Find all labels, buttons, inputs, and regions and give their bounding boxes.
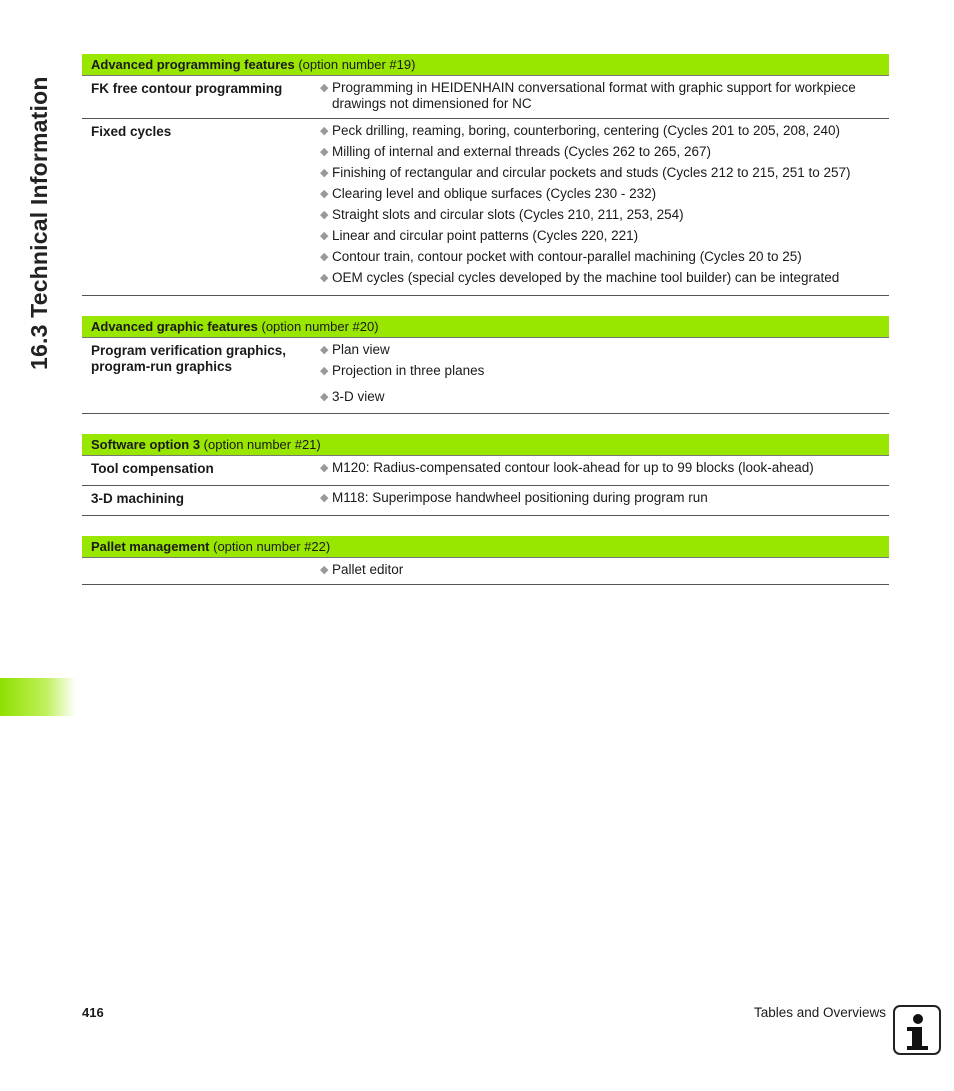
list-item <box>320 144 889 160</box>
section-advanced-graphics <box>82 316 889 414</box>
list-item <box>320 80 889 112</box>
diamond-bullet-icon: ◆ <box>320 125 329 137</box>
section-title: Advanced graphic features <box>91 319 258 334</box>
list-item <box>320 186 889 202</box>
section-title: Software option 3 <box>91 437 201 452</box>
list-item <box>320 249 889 265</box>
list-item-text: Clearing level and oblique surfaces (Cycles 230 - 232) <box>332 186 657 201</box>
list-item <box>320 490 889 506</box>
diamond-bullet-icon: ◆ <box>320 365 329 377</box>
section-option-number: (option number #19) <box>294 57 416 72</box>
options-table <box>82 54 889 605</box>
diamond-bullet-icon: ◆ <box>320 251 329 263</box>
diamond-bullet-icon: ◆ <box>320 344 329 356</box>
row-label <box>82 558 313 584</box>
row-items <box>313 76 889 118</box>
list-item-text: Plan view <box>332 342 390 357</box>
diamond-bullet-icon: ◆ <box>320 272 329 284</box>
section-title: Advanced programming features <box>91 57 295 72</box>
list-item-text: Linear and circular point patterns (Cycles 220, 221) <box>332 228 639 243</box>
list-item <box>320 165 889 181</box>
section-header <box>82 316 889 338</box>
chapter-side-title-text: 16.3 Technical Information <box>26 76 52 370</box>
list-item-text: Contour train, contour pocket with contour-parallel machining (Cycles 20 to 25) <box>332 249 802 264</box>
row-items <box>313 558 889 584</box>
table-row <box>82 338 889 414</box>
table-row <box>82 456 889 486</box>
list-item-text: M118: Superimpose handwheel positioning during program run <box>332 490 708 505</box>
row-label: 3-D machining <box>91 491 185 506</box>
table-row <box>82 119 889 296</box>
list-item <box>320 123 889 139</box>
list-item <box>320 270 889 286</box>
table-row <box>82 558 889 585</box>
list-item <box>320 342 889 358</box>
info-icon <box>893 1005 941 1055</box>
row-items <box>313 119 889 295</box>
section-option-number: (option number #20) <box>257 319 379 334</box>
diamond-bullet-icon: ◆ <box>320 167 329 179</box>
section-software-option-3 <box>82 434 889 516</box>
row-label: Fixed cycles <box>91 124 172 139</box>
section-header <box>82 536 889 558</box>
list-item-text: Peck drilling, reaming, boring, counterboring, centering (Cycles 201 to 205, 208, 240) <box>332 123 841 138</box>
chapter-tab-marker <box>0 678 76 716</box>
row-items <box>313 486 889 515</box>
list-item-text: 3-D view <box>332 389 385 404</box>
list-item <box>320 207 889 223</box>
section-option-number: (option number #22) <box>209 539 331 554</box>
list-item-text: M120: Radius-compensated contour look-ahead for up to 99 blocks (look-ahead) <box>332 460 814 475</box>
chapter-side-title <box>22 54 62 374</box>
row-items <box>313 338 889 413</box>
diamond-bullet-icon: ◆ <box>320 462 329 474</box>
table-row <box>82 76 889 119</box>
diamond-bullet-icon: ◆ <box>320 492 329 504</box>
row-label: Tool compensation <box>91 461 214 476</box>
diamond-bullet-icon: ◆ <box>320 564 329 576</box>
section-option-number: (option number #21) <box>200 437 321 452</box>
list-item-text: Projection in three planes <box>332 363 485 378</box>
diamond-bullet-icon: ◆ <box>320 230 329 242</box>
diamond-bullet-icon: ◆ <box>320 188 329 200</box>
list-item <box>320 228 889 244</box>
diamond-bullet-icon: ◆ <box>320 146 329 158</box>
section-header <box>82 54 889 76</box>
list-item-text: Programming in HEIDENHAIN conversational format with graphic support for workpiece drawings not dimensioned for NC <box>332 80 856 111</box>
list-item-text: Straight slots and circular slots (Cycles 210, 211, 253, 254) <box>332 207 684 222</box>
diamond-bullet-icon: ◆ <box>320 391 329 403</box>
row-items <box>313 456 889 485</box>
list-item <box>320 460 889 476</box>
footer-chapter-title: Tables and Overviews <box>753 1005 886 1020</box>
list-item <box>320 562 889 578</box>
list-item <box>320 389 889 405</box>
list-item-text: OEM cycles (special cycles developed by the machine tool builder) can be integrated <box>332 270 840 285</box>
row-label: Program verification graphics, program-run graphics <box>91 343 287 374</box>
section-title: Pallet management <box>91 539 210 554</box>
list-item <box>320 363 889 379</box>
page-number: 416 <box>82 1005 104 1020</box>
table-row <box>82 486 889 516</box>
list-item-text: Pallet editor <box>332 562 404 577</box>
section-header <box>82 434 889 456</box>
list-item-text: Milling of internal and external threads (Cycles 262 to 265, 267) <box>332 144 711 159</box>
diamond-bullet-icon: ◆ <box>320 209 329 221</box>
section-advanced-programming <box>82 54 889 296</box>
section-pallet-management <box>82 536 889 585</box>
list-item-text: Finishing of rectangular and circular pockets and studs (Cycles 212 to 215, 251 to 257) <box>332 165 851 180</box>
diamond-bullet-icon: ◆ <box>320 82 329 94</box>
row-label: FK free contour programming <box>91 81 283 96</box>
